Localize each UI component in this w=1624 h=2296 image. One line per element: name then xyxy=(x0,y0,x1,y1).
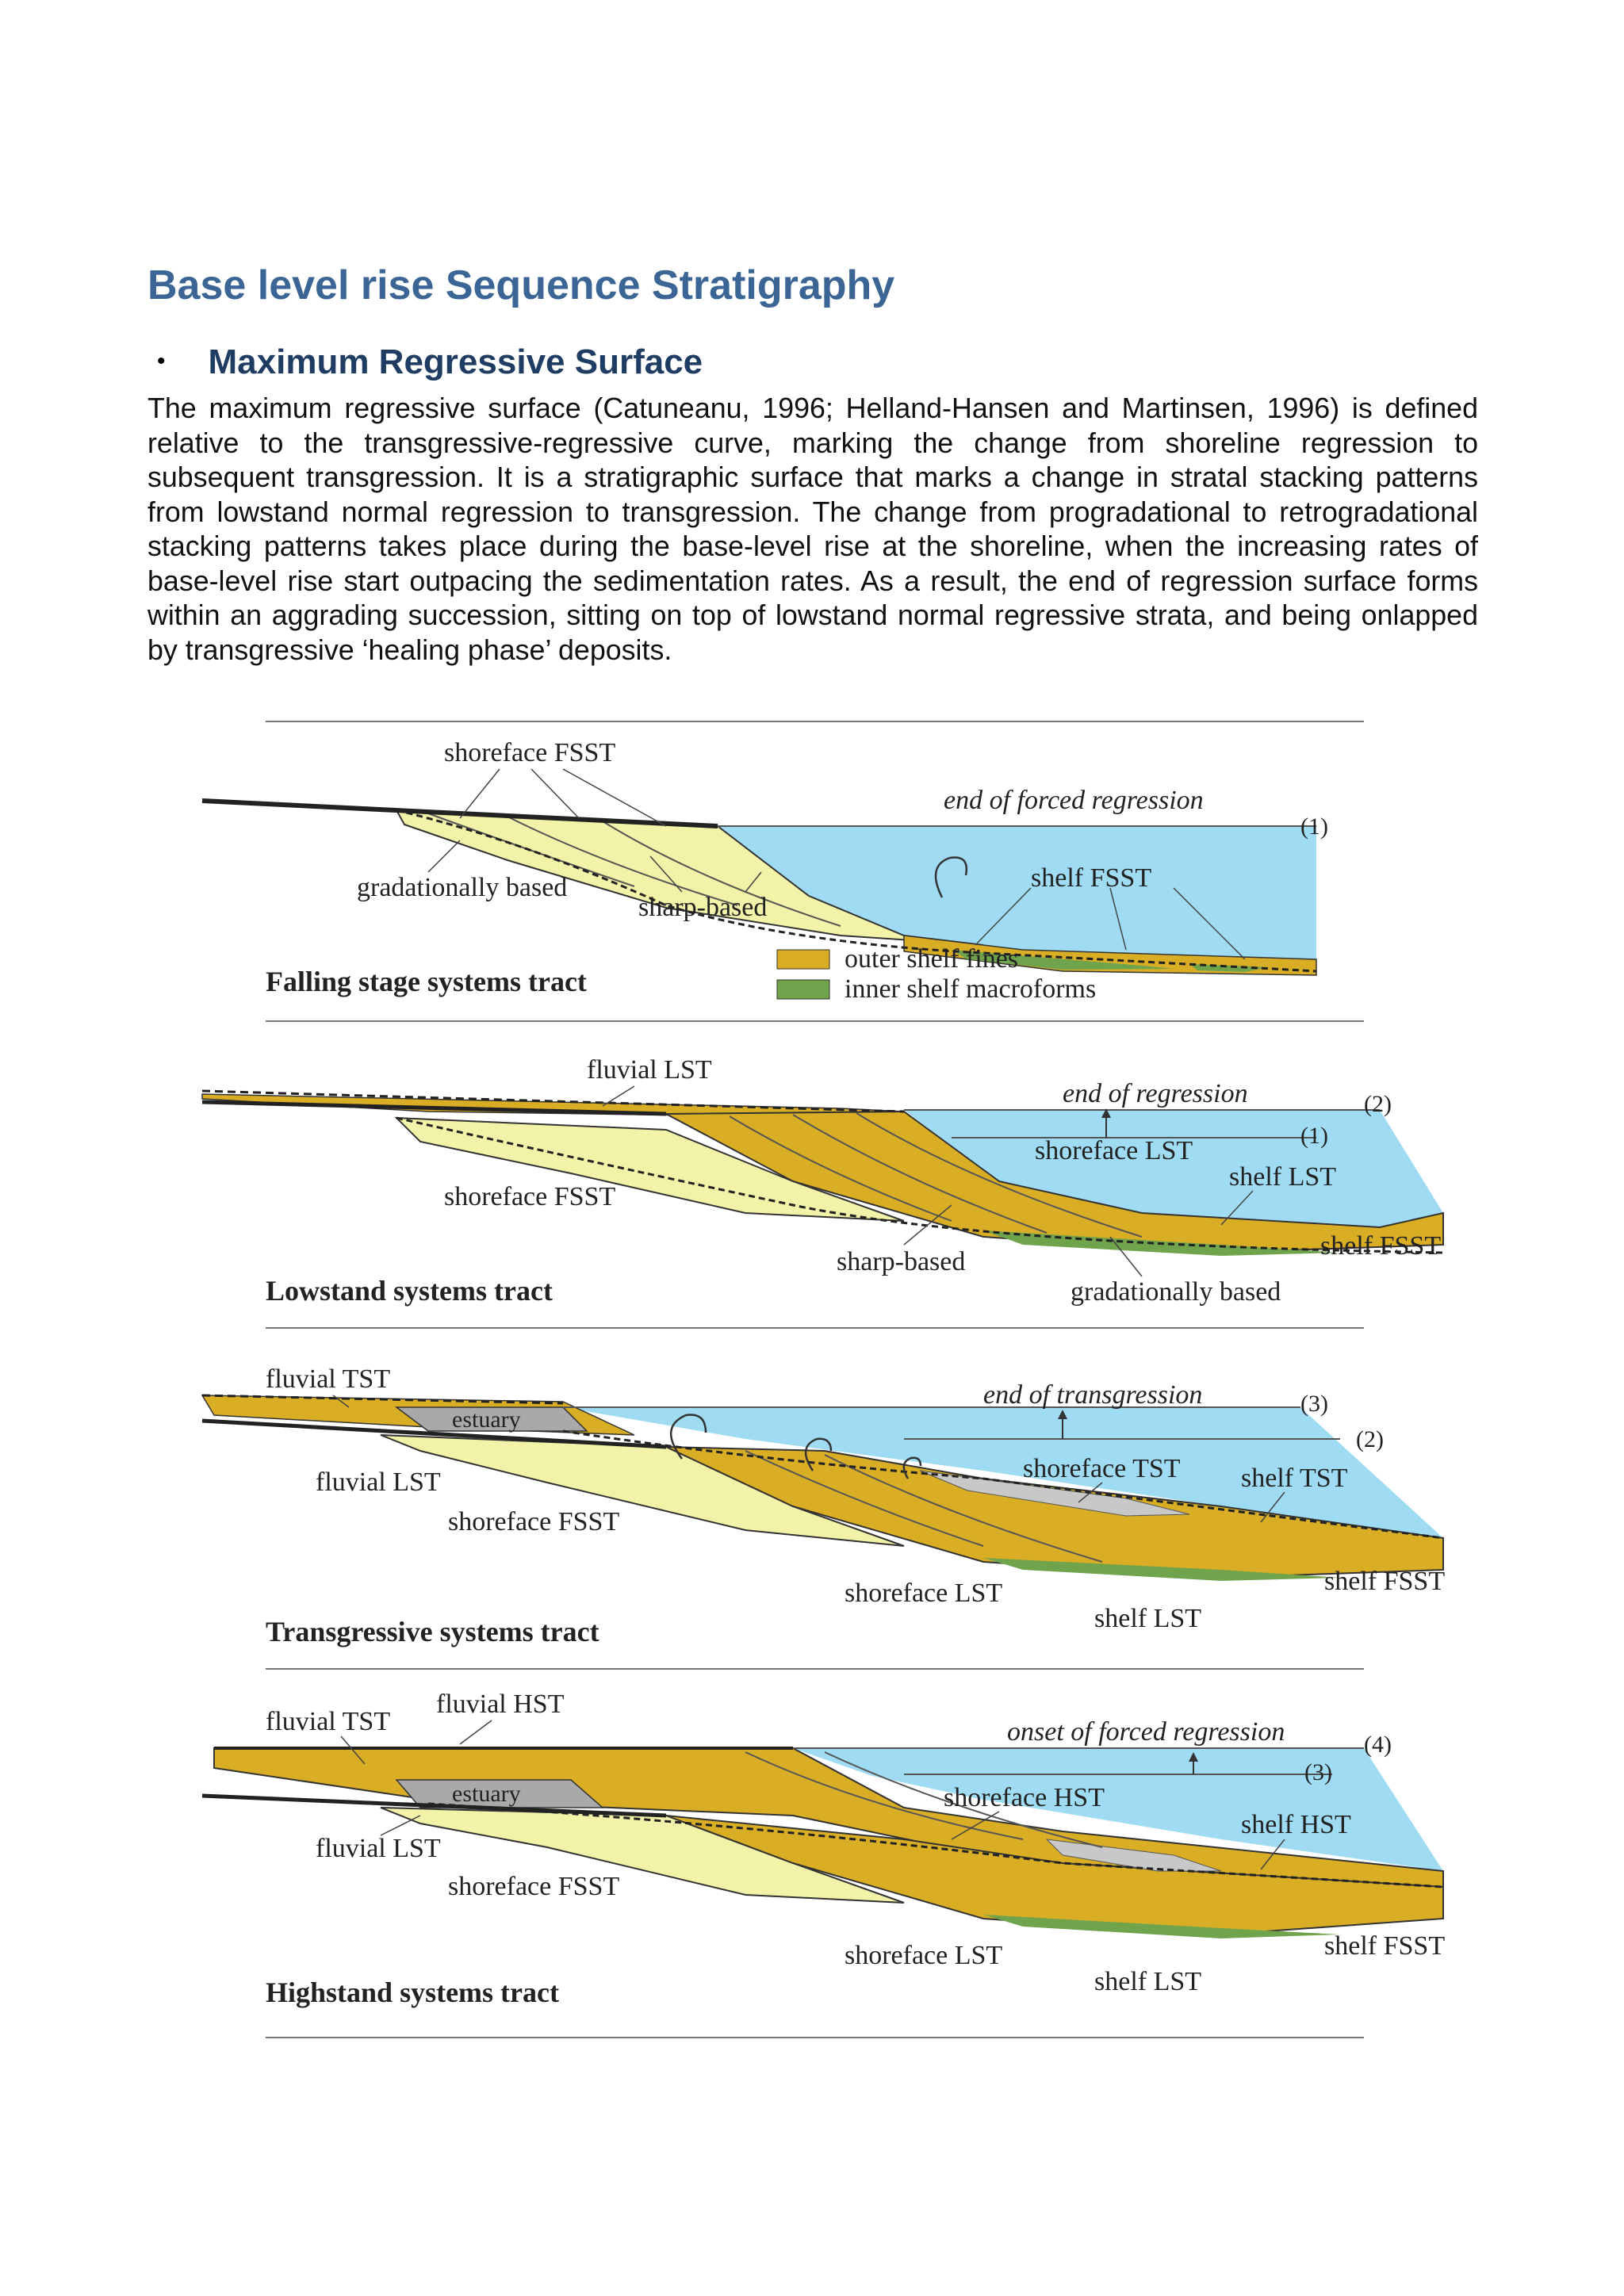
panel-falling-stage xyxy=(202,721,1364,1021)
label-estuary: estuary xyxy=(452,1781,521,1807)
panel-highstand xyxy=(202,1689,1445,2038)
label-shoreface-fsst: shoreface FSST xyxy=(448,1872,620,1901)
label-sharp-based: sharp-based xyxy=(837,1247,966,1276)
label-fluvial-hst: fluvial HST xyxy=(436,1689,565,1719)
caption-transgressive: Transgressive systems tract xyxy=(266,1616,599,1647)
label-gradationally-based: gradationally based xyxy=(357,873,568,902)
label-sea-level-3: (3) xyxy=(1304,1759,1332,1785)
panel-lowstand xyxy=(202,1055,1443,1328)
label-shelf-lst: shelf LST xyxy=(1094,1967,1202,1996)
label-end-forced-regression: end of forced regression xyxy=(944,786,1204,815)
label-sea-level-4: (4) xyxy=(1364,1732,1392,1758)
label-sea-level-1: (1) xyxy=(1300,813,1328,840)
label-sea-level-2: (2) xyxy=(1356,1426,1384,1452)
label-sea-level-2: (2) xyxy=(1364,1091,1392,1117)
page-title: Base level rise Sequence Stratigraphy xyxy=(147,262,895,308)
label-sharp-based: sharp-based xyxy=(638,893,768,922)
label-shoreface-fsst: shoreface FSST xyxy=(448,1507,620,1536)
systems-tract-figure xyxy=(190,698,1475,2045)
caption-highstand: Highstand systems tract xyxy=(266,1976,559,2008)
label-shoreface-lst: shoreface LST xyxy=(845,1941,1003,1970)
label-leader xyxy=(460,769,500,818)
label-end-regression: end of regression xyxy=(1063,1079,1248,1108)
label-fluvial-lst: fluvial LST xyxy=(316,1468,441,1497)
systems-tract-diagram xyxy=(190,698,1475,2045)
legend-swatch-outer-shelf xyxy=(777,950,829,969)
label-fluvial-tst: fluvial TST xyxy=(266,1707,391,1736)
bullet-marker: • xyxy=(157,348,166,374)
label-shoreface-lst: shoreface LST xyxy=(1035,1136,1193,1165)
label-estuary: estuary xyxy=(452,1406,521,1433)
legend-swatch-inner-shelf xyxy=(777,980,829,999)
label-shelf-fsst: shelf FSST xyxy=(1031,863,1152,893)
label-sea-level-3: (3) xyxy=(1300,1391,1328,1417)
label-shelf-hst: shelf HST xyxy=(1241,1810,1351,1839)
label-shoreface-fsst: shoreface FSST xyxy=(444,738,616,767)
label-leader xyxy=(460,1720,492,1744)
label-shelf-tst: shelf TST xyxy=(1241,1464,1348,1493)
caption-falling-stage: Falling stage systems tract xyxy=(266,966,587,997)
legend-outer-shelf-fines: outer shelf fines xyxy=(845,944,1019,974)
label-fluvial-lst: fluvial LST xyxy=(316,1834,441,1863)
label-shelf-fsst: shelf FSST xyxy=(1320,1231,1442,1261)
label-shoreface-fsst: shoreface FSST xyxy=(444,1182,616,1211)
label-shoreface-lst: shoreface LST xyxy=(845,1578,1003,1608)
label-shoreface-hst: shoreface HST xyxy=(944,1783,1105,1812)
legend-inner-shelf-macroforms: inner shelf macroforms xyxy=(845,974,1097,1004)
body-paragraph: The maximum regressive surface (Catuneanu, 1996; Helland-Hansen and Martinsen, 1996) is defined relative to the transgressive-regressive curve, marking the change from shoreline regression to subsequent transgression. It is a stratigraphic surface that marks a change in stratal stacking patterns from lowstand normal regression to transgression. The change from progradational to retrogradational stacking patterns takes place during the base-level rise at the shoreline, when the increasing rates of base-level rise start outpacing the sedimentation rates. As a result, the end of regression surface forms within an aggrading succession, sitting on top of lowstand normal regressive strata, and being onlapped by transgressive ‘healing phase’ deposits. xyxy=(147,392,1478,666)
label-shoreface-tst: shoreface TST xyxy=(1023,1454,1181,1483)
sea-water xyxy=(718,826,1316,959)
label-shelf-fsst: shelf FSST xyxy=(1324,1567,1446,1596)
label-leader xyxy=(531,769,579,818)
label-shelf-fsst: shelf FSST xyxy=(1324,1931,1446,1961)
label-onset-forced-regression: onset of forced regression xyxy=(1007,1717,1285,1747)
label-leader xyxy=(428,840,460,872)
label-shelf-lst: shelf LST xyxy=(1094,1604,1202,1633)
label-gradationally-based: gradationally based xyxy=(1071,1277,1281,1307)
label-fluvial-tst: fluvial TST xyxy=(266,1364,391,1394)
label-shelf-lst: shelf LST xyxy=(1229,1162,1337,1192)
panel-transgressive xyxy=(202,1364,1445,1669)
section-heading-text: Maximum Regressive Surface xyxy=(208,342,703,381)
label-end-transgression: end of transgression xyxy=(983,1380,1203,1410)
label-leader xyxy=(381,1816,420,1835)
section-heading xyxy=(157,342,703,382)
label-sea-level-1: (1) xyxy=(1300,1123,1328,1149)
caption-lowstand: Lowstand systems tract xyxy=(266,1275,553,1307)
label-fluvial-lst: fluvial LST xyxy=(587,1055,712,1085)
